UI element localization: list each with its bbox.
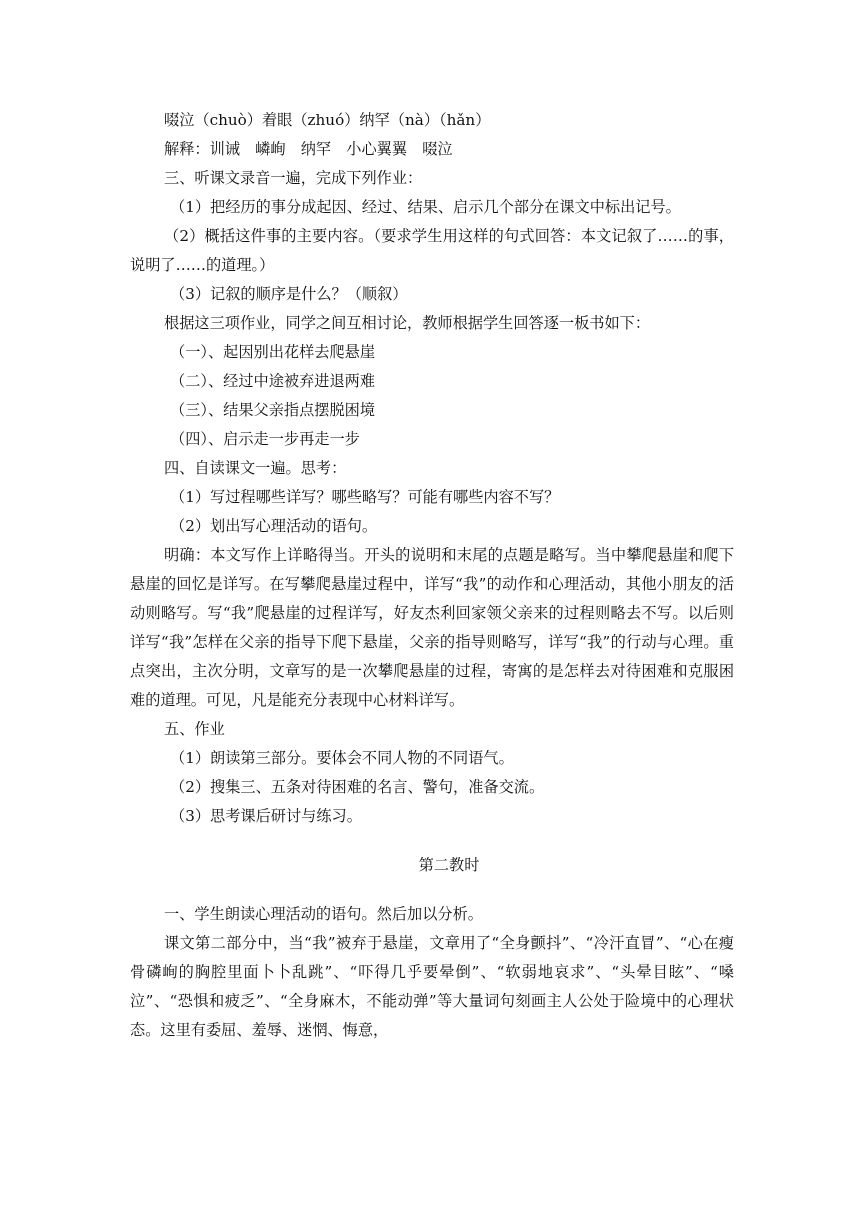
text-line: （2）概括这件事的主要内容。（要求学生用这样的句式回答：本文记叙了……的事，说明了……的道理。） [130,227,734,274]
text-line: （二）、经过中途被弃进退两难 [170,372,376,390]
text-line: 明确：本文写作上详略得当。开头的说明和末尾的点题是略写。当中攀爬悬崖和爬下悬崖的回忆是详写。在写攀爬悬崖过程中，详写“我”的动作和心理活动，其他小朋友的活动则略写。写“我”爬悬崖的过程详写，好友杰利回家领父亲来的过程则略去不写。以后则详写“我”怎样在父亲的指导下爬下悬崖，父亲的指导则略写，详写“我”的行动与心理。重点突出，主次分明，文章写的是一次攀爬悬崖的过程，寄寓的是怎样去对待困难和克服困难的道理。可见，凡是能充分表现中心材料详写。 [130,546,734,709]
text-line: （四）、启示走一步再走一步 [170,430,360,448]
text-line: （1）把经历的事分成起因、经过、结果、启示几个部分在课文中标出记号。 [170,198,681,216]
text-line: （1）写过程哪些详写？哪些略写？可能有哪些内容不写？ [170,488,560,506]
text-line: （3）记叙的顺序是什么？（顺叙） [170,285,408,303]
text-line: （2）划出写心理活动的语句。 [170,517,378,535]
text-line: 五、作业 [164,720,225,738]
document-page [130,106,734,1045]
text-line: 四、自读课文一遍。思考： [164,459,347,477]
text-line: 根据这三项作业，同学之间互相讨论，教师根据学生回答逐一板书如下： [164,314,650,332]
text-line: 课文第二部分中，当“我”被弃于悬崖，文章用了“全身颤抖”、“冷汗直冒”、“心在瘦骨磷峋的胸腔里面卜卜乱跳”、“吓得几乎要晕倒”、“软弱地哀求”、“头晕目眩”、“嗓泣”、“恐惧和疲乏”、“全身麻木，不能动弹”等大量词句刻画主人公处于险境中的心理状态。这里有委屈、羞辱、迷惘、悔意， [130,934,734,1039]
text-line: （2）搜集三、五条对待困难的名言、警句，准备交流。 [170,778,545,796]
text-line: （三）、结果父亲指点摆脱困境 [170,401,376,419]
text-line: （1）朗读第三部分。要体会不同人物的不同语气。 [170,749,514,767]
text-line: 三、听课文录音一遍，完成下列作业： [164,169,423,187]
text-line: 解释：训诫 嶙峋 纳罕 小心翼翼 啜泣 [164,140,453,158]
text-line: 一、学生朗读心理活动的语句。然后加以分析。 [164,905,483,923]
text-line: 啜泣（chuò）着眼（zhuó）纳罕（nà）（hǎn） [164,111,491,129]
section-heading: 第二教时 [418,856,480,874]
text-line: （一）、起因别出花样去爬悬崖 [170,343,376,361]
text-line: （3）思考课后研讨与练习。 [170,807,362,825]
